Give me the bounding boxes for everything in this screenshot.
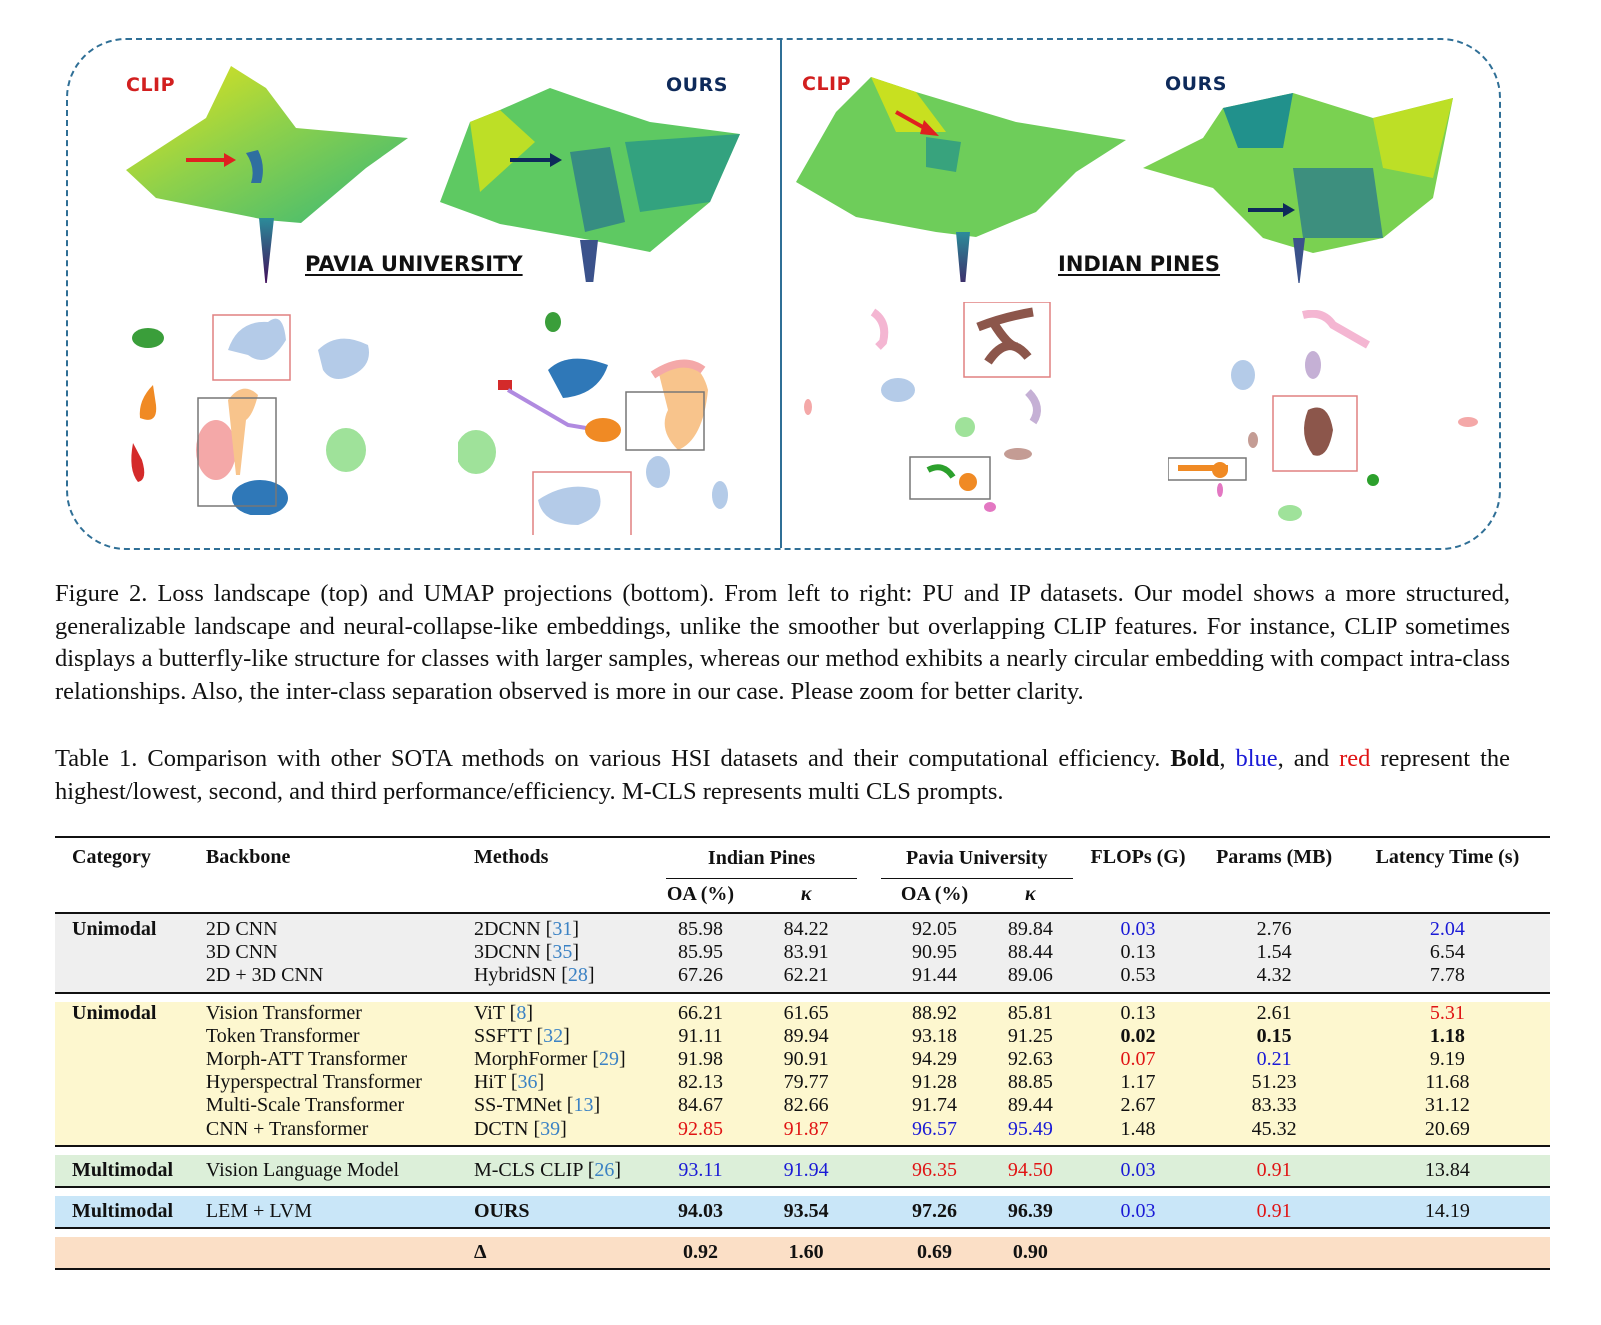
table-row-delta: [55, 1237, 1550, 1269]
ip-oa-delta: 0.92: [626, 1237, 755, 1269]
pavia-university-label: Pavia University: [881, 847, 1073, 879]
latency-cell: 6.54: [1345, 941, 1550, 964]
method-cell: OURS: [441, 1196, 626, 1228]
flops-cell: 1.48: [1073, 1118, 1204, 1146]
ip-kappa-cell: 93.54: [755, 1196, 857, 1228]
params-cell: 45.32: [1203, 1118, 1344, 1146]
method-name: 3DCNN: [473, 941, 541, 964]
citation-link[interactable]: 28: [567, 964, 588, 987]
table-row: [55, 1048, 1550, 1071]
legend-bold: Bold: [1170, 745, 1220, 772]
category-cell: Unimodal: [55, 1002, 189, 1025]
method-cell: SS-TMNet [13]: [441, 1094, 626, 1117]
pu-kappa-cell: 92.63: [988, 1048, 1073, 1071]
latency-cell: 14.19: [1345, 1196, 1550, 1228]
table-row: [55, 941, 1550, 964]
dataset-title-indian-pines: INDIAN PINES: [1058, 252, 1221, 276]
pu-oa-delta: 0.69: [881, 1237, 988, 1269]
citation-link[interactable]: 26: [594, 1158, 615, 1181]
caption-separator: ,: [1219, 745, 1236, 772]
col-header-backbone: Backbone: [205, 846, 291, 868]
dataset-title-pavia: PAVIA UNIVERSITY: [305, 252, 523, 276]
ours-umap-ip: [1168, 310, 1508, 525]
clip-umap-pu: [118, 300, 388, 515]
caption-separator: , and: [1277, 745, 1340, 772]
ip-oa-cell: 85.98: [626, 913, 755, 941]
col-header-flops: FLOPs (G): [1090, 846, 1186, 868]
group-divider: [55, 1228, 1550, 1237]
pu-oa-cell: 93.18: [881, 1025, 988, 1048]
results-table: [55, 836, 1550, 1270]
subheader-row: [55, 877, 1550, 913]
latency-cell: 2.04: [1345, 913, 1550, 941]
col-header-pavia-university: [881, 837, 1073, 877]
figure-2-panel: [66, 38, 1501, 550]
flops-cell: 0.02: [1073, 1025, 1204, 1048]
method-cell: M-CLS CLIP [26]: [441, 1155, 626, 1187]
table-row: [55, 1094, 1550, 1117]
table-row: [55, 1002, 1550, 1025]
table-caption: [55, 743, 1510, 808]
backbone-cell: Vision Transformer: [189, 1002, 441, 1025]
ip-oa-cell: 85.95: [626, 941, 755, 964]
legend-blue: blue: [1235, 745, 1278, 772]
method-name: HybridSN: [473, 964, 557, 987]
latency-cell: 1.18: [1345, 1025, 1550, 1048]
pu-oa-cell: 91.74: [881, 1094, 988, 1117]
method-name: ViT: [473, 1001, 505, 1024]
panel-divider: [780, 40, 782, 548]
col-header-pu-oa: OA (%): [900, 883, 969, 905]
pu-oa-cell: 94.29: [881, 1048, 988, 1071]
method-name: 2DCNN: [473, 918, 541, 940]
ip-kappa-cell: 91.94: [755, 1155, 857, 1187]
ip-oa-cell: 66.21: [626, 1002, 755, 1025]
pu-kappa-cell: 89.06: [988, 964, 1073, 992]
table-row: [55, 1025, 1550, 1048]
header-row: [55, 837, 1550, 877]
pu-oa-cell: 96.35: [881, 1155, 988, 1187]
table-row-ours: [55, 1196, 1550, 1228]
pu-oa-cell: 90.95: [881, 941, 988, 964]
pu-kappa-cell: 95.49: [988, 1118, 1073, 1146]
backbone-cell: Vision Language Model: [189, 1155, 441, 1187]
latency-cell: 20.69: [1345, 1118, 1550, 1146]
ip-oa-cell: 94.03: [626, 1196, 755, 1228]
ip-kappa-cell: 61.65: [755, 1002, 857, 1025]
flops-cell: 0.03: [1073, 1196, 1204, 1228]
method-name: SSFTT: [473, 1024, 532, 1047]
method-cell: 3DCNN [35]: [441, 941, 626, 964]
params-cell: 83.33: [1203, 1094, 1344, 1117]
citation-link[interactable]: 36: [517, 1071, 538, 1094]
col-header-pu-kappa: κ: [1025, 883, 1036, 905]
pu-kappa-cell: 88.44: [988, 941, 1073, 964]
ip-oa-cell: 91.11: [626, 1025, 755, 1048]
ip-kappa-cell: 82.66: [755, 1094, 857, 1117]
indian-pines-label: Indian Pines: [666, 847, 857, 879]
ip-kappa-cell: 79.77: [755, 1071, 857, 1094]
figure-caption: Figure 2. Loss landscape (top) and UMAP projections (bottom). From left to right: PU and IP datasets. Our model shows a more structured, generalizable landscape and neural-collapse-like embeddings, unlike the smoother but overlapping CLIP features. For instance, CLIP sometimes displays a butterfly-like structure for classes with larger samples, whereas our method exhibits a nearly circular embedding with compact intra-class relationships. Also, the inter-class separation observed is more in our case. Please zoom for better clarity.: [55, 580, 1510, 705]
pu-oa-cell: 88.92: [881, 1002, 988, 1025]
pu-kappa-cell: 94.50: [988, 1155, 1073, 1187]
pu-oa-cell: 92.05: [881, 913, 988, 941]
group-divider: [55, 993, 1550, 1002]
pu-oa-cell: 91.28: [881, 1071, 988, 1094]
params-cell: 0.15: [1203, 1025, 1344, 1048]
ip-oa-cell: 92.85: [626, 1118, 755, 1146]
ours-label-pu: OURS: [666, 74, 728, 96]
pu-kappa-delta: 0.90: [988, 1237, 1073, 1269]
col-header-indian-pines: [626, 837, 857, 877]
params-cell: 4.32: [1203, 964, 1344, 992]
backbone-cell: LEM + LVM: [189, 1196, 441, 1228]
ip-oa-cell: 82.13: [626, 1071, 755, 1094]
clip-loss-landscape-pu: [126, 58, 416, 283]
params-cell: 2.61: [1203, 1002, 1344, 1025]
backbone-cell: 3D CNN: [189, 941, 441, 964]
flops-cell: 0.03: [1073, 913, 1204, 941]
pu-kappa-cell: 89.44: [988, 1094, 1073, 1117]
citation-link[interactable]: 31: [552, 918, 573, 940]
table-row: [55, 1071, 1550, 1094]
pu-kappa-cell: 85.81: [988, 1002, 1073, 1025]
flops-cell: 0.53: [1073, 964, 1204, 992]
flops-cell: 2.67: [1073, 1094, 1204, 1117]
backbone-cell: 2D CNN: [189, 913, 441, 941]
delta-symbol: Δ: [441, 1237, 626, 1269]
method-name: SS-TMNet: [473, 1094, 562, 1117]
citation-link[interactable]: 32: [543, 1024, 564, 1047]
flops-cell: 0.13: [1073, 941, 1204, 964]
category-cell: Unimodal: [55, 913, 189, 941]
params-cell: 0.91: [1203, 1196, 1344, 1228]
ip-kappa-cell: 83.91: [755, 941, 857, 964]
table-row: [55, 1118, 1550, 1146]
params-cell: 0.21: [1203, 1048, 1344, 1071]
ip-oa-cell: 93.11: [626, 1155, 755, 1187]
method-name: MorphFormer: [473, 1048, 588, 1071]
table-body: [55, 913, 1550, 1269]
ip-kappa-cell: 91.87: [755, 1118, 857, 1146]
ip-oa-cell: 91.98: [626, 1048, 755, 1071]
ip-kappa-cell: 84.22: [755, 913, 857, 941]
latency-cell: 11.68: [1345, 1071, 1550, 1094]
col-header-params: Params (MB): [1216, 846, 1333, 868]
latency-cell: 13.84: [1345, 1155, 1550, 1187]
pu-kappa-cell: 89.84: [988, 913, 1073, 941]
citation-link[interactable]: 29: [598, 1048, 619, 1071]
pu-oa-cell: 96.57: [881, 1118, 988, 1146]
params-cell: 1.54: [1203, 941, 1344, 964]
method-cell: DCTN [39]: [441, 1118, 626, 1146]
params-cell: 2.76: [1203, 913, 1344, 941]
col-header-methods: Methods: [473, 846, 549, 868]
method-name: M-CLS CLIP: [473, 1158, 583, 1181]
backbone-cell: CNN + Transformer: [189, 1118, 441, 1146]
flops-cell: 1.17: [1073, 1071, 1204, 1094]
method-cell: MorphFormer [29]: [441, 1048, 626, 1071]
method-cell: ViT [8]: [441, 1002, 626, 1025]
method-name: DCTN: [473, 1117, 529, 1140]
ours-umap-pu: [458, 310, 758, 535]
latency-cell: 5.31: [1345, 1002, 1550, 1025]
citation-link[interactable]: 8: [516, 1001, 527, 1024]
col-header-latency: Latency Time (s): [1375, 846, 1520, 868]
ip-kappa-delta: 1.60: [755, 1237, 857, 1269]
method-cell: SSFTT [32]: [441, 1025, 626, 1048]
latency-cell: 7.78: [1345, 964, 1550, 992]
ip-oa-cell: 84.67: [626, 1094, 755, 1117]
method-cell: HybridSN [28]: [441, 964, 626, 992]
clip-label-pu: CLIP: [126, 74, 176, 96]
table-row: [55, 1155, 1550, 1187]
citation-link[interactable]: 13: [573, 1094, 594, 1117]
category-cell: Multimodal: [55, 1155, 189, 1187]
ours-label-ip: OURS: [1165, 73, 1227, 95]
pu-kappa-cell: 88.85: [988, 1071, 1073, 1094]
clip-loss-landscape-ip: [796, 72, 1126, 282]
backbone-cell: Multi-Scale Transformer: [189, 1094, 441, 1117]
col-header-category: Category: [72, 846, 151, 868]
params-cell: 0.91: [1203, 1155, 1344, 1187]
params-cell: 51.23: [1203, 1071, 1344, 1094]
pu-kappa-cell: 96.39: [988, 1196, 1073, 1228]
backbone-cell: Hyperspectral Transformer: [189, 1071, 441, 1094]
method-cell: HiT [36]: [441, 1071, 626, 1094]
backbone-cell: 2D + 3D CNN: [189, 964, 441, 992]
col-header-ip-oa: OA (%): [666, 883, 735, 905]
method-name: HiT: [473, 1071, 506, 1094]
ip-kappa-cell: 90.91: [755, 1048, 857, 1071]
group-divider: [55, 1146, 1550, 1155]
table-row: [55, 964, 1550, 992]
col-header-ip-kappa: κ: [800, 883, 812, 905]
pu-oa-cell: 91.44: [881, 964, 988, 992]
flops-cell: 0.13: [1073, 1002, 1204, 1025]
latency-cell: 9.19: [1345, 1048, 1550, 1071]
citation-link[interactable]: 39: [540, 1117, 561, 1140]
ip-kappa-cell: 62.21: [755, 964, 857, 992]
category-cell: Multimodal: [55, 1196, 189, 1228]
flops-cell: 0.07: [1073, 1048, 1204, 1071]
group-divider: [55, 1187, 1550, 1196]
table-caption-prefix: Table 1. Comparison with other SOTA methods on various HSI datasets and their computational efficiency.: [55, 745, 1171, 772]
table-caption-suffix: represent the highest/lowest, second, and third performance/efficiency. M-CLS represents multi CLS prompts.: [55, 745, 1511, 805]
ip-oa-cell: 67.26: [626, 964, 755, 992]
clip-umap-ip: [803, 302, 1133, 522]
pu-kappa-cell: 91.25: [988, 1025, 1073, 1048]
pu-oa-cell: 97.26: [881, 1196, 988, 1228]
clip-label-ip: CLIP: [802, 73, 852, 95]
table-row: [55, 913, 1550, 941]
flops-cell: 0.03: [1073, 1155, 1204, 1187]
backbone-cell: Morph-ATT Transformer: [189, 1048, 441, 1071]
method-cell: 2DCNN [31]: [441, 913, 626, 941]
backbone-cell: Token Transformer: [189, 1025, 441, 1048]
ip-kappa-cell: 89.94: [755, 1025, 857, 1048]
citation-link[interactable]: 35: [552, 941, 573, 964]
legend-red: red: [1339, 745, 1371, 772]
latency-cell: 31.12: [1345, 1094, 1550, 1117]
